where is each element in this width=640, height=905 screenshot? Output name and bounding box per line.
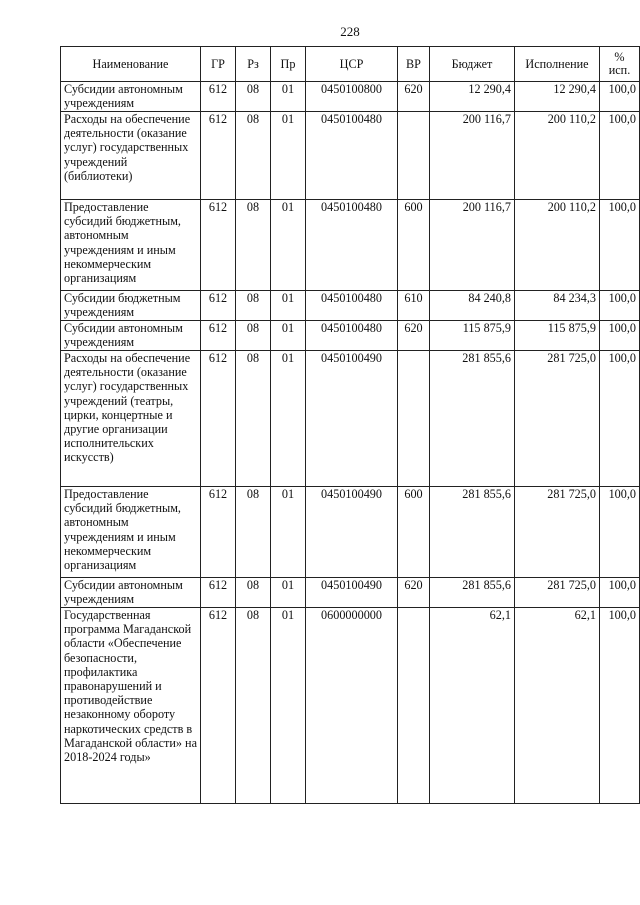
row-percent: 100,0 xyxy=(600,82,640,112)
row-vr: 620 xyxy=(398,321,430,351)
table-header-row xyxy=(61,47,640,82)
row-pr: 01 xyxy=(271,291,306,321)
row-percent: 100,0 xyxy=(600,351,640,487)
row-vr xyxy=(398,112,430,200)
header-rz: Рз xyxy=(236,47,271,82)
header-gr: ГР xyxy=(201,47,236,82)
row-name: Предоставление субсидий бюджетным, автономным учреждениям и иным некоммерческим организациям xyxy=(61,487,201,578)
row-percent: 100,0 xyxy=(600,321,640,351)
row-rz: 08 xyxy=(236,291,271,321)
row-gr: 612 xyxy=(201,351,236,487)
row-vr: 600 xyxy=(398,487,430,578)
row-rz: 08 xyxy=(236,200,271,291)
row-vr: 600 xyxy=(398,200,430,291)
row-gr: 612 xyxy=(201,578,236,608)
row-budget: 281 855,6 xyxy=(430,487,515,578)
row-name: Субсидии автономным учреждениям xyxy=(61,578,201,608)
row-name: Субсидии автономным учреждениям xyxy=(61,321,201,351)
row-csr: 0450100480 xyxy=(306,321,398,351)
row-gr: 612 xyxy=(201,200,236,291)
page-number: 228 xyxy=(340,24,360,39)
row-gr: 612 xyxy=(201,487,236,578)
row-gr: 612 xyxy=(201,112,236,200)
row-gr: 612 xyxy=(201,291,236,321)
row-execution: 281 725,0 xyxy=(515,351,600,487)
header-percent xyxy=(600,47,640,82)
row-name: Субсидии автономным учреждениям xyxy=(61,82,201,112)
table-row xyxy=(61,112,640,200)
row-budget: 281 855,6 xyxy=(430,578,515,608)
row-budget: 62,1 xyxy=(430,608,515,804)
header-name: Наименование xyxy=(61,47,201,82)
table-row xyxy=(61,578,640,608)
row-rz: 08 xyxy=(236,82,271,112)
row-rz: 08 xyxy=(236,321,271,351)
row-gr: 612 xyxy=(201,608,236,804)
row-percent: 100,0 xyxy=(600,578,640,608)
row-gr: 612 xyxy=(201,82,236,112)
row-csr: 0450100480 xyxy=(306,112,398,200)
row-rz: 08 xyxy=(236,578,271,608)
row-vr: 620 xyxy=(398,578,430,608)
row-budget: 200 116,7 xyxy=(430,112,515,200)
row-execution: 115 875,9 xyxy=(515,321,600,351)
table-row xyxy=(61,608,640,804)
row-pr: 01 xyxy=(271,578,306,608)
row-csr: 0450100490 xyxy=(306,487,398,578)
row-rz: 08 xyxy=(236,487,271,578)
row-execution: 84 234,3 xyxy=(515,291,600,321)
row-csr: 0450100490 xyxy=(306,578,398,608)
table-row xyxy=(61,291,640,321)
row-name: Расходы на обеспечение деятельности (оказание услуг) государственных учреждений (театры, цирки, концертные и другие организации исполнительских искусств) xyxy=(61,351,201,487)
row-pr: 01 xyxy=(271,608,306,804)
row-execution: 281 725,0 xyxy=(515,578,600,608)
header-vr: ВР xyxy=(398,47,430,82)
row-pr: 01 xyxy=(271,321,306,351)
row-name: Государственная программа Магаданской области «Обеспечение безопасности, профилактика правонарушений и противодействие незаконному обороту наркотических средств в Магаданской области» на 2018-2024 годы» xyxy=(61,608,201,804)
row-pr: 01 xyxy=(271,112,306,200)
row-percent: 100,0 xyxy=(600,200,640,291)
row-csr: 0450100480 xyxy=(306,291,398,321)
header-csr: ЦСР xyxy=(306,47,398,82)
row-pr: 01 xyxy=(271,351,306,487)
row-budget: 281 855,6 xyxy=(430,351,515,487)
header-pr: Пр xyxy=(271,47,306,82)
row-execution: 200 110,2 xyxy=(515,200,600,291)
budget-table xyxy=(60,46,640,804)
row-percent: 100,0 xyxy=(600,487,640,578)
row-vr xyxy=(398,351,430,487)
row-name: Предоставление субсидий бюджетным, автономным учреждениям и иным некоммерческим организациям xyxy=(61,200,201,291)
table-row xyxy=(61,351,640,487)
row-execution: 200 110,2 xyxy=(515,112,600,200)
row-csr: 0450100480 xyxy=(306,200,398,291)
row-csr: 0450100490 xyxy=(306,351,398,487)
table-row xyxy=(61,82,640,112)
row-percent: 100,0 xyxy=(600,112,640,200)
row-budget: 115 875,9 xyxy=(430,321,515,351)
row-pr: 01 xyxy=(271,487,306,578)
header-percent-label: исп. xyxy=(608,63,631,77)
row-percent: 100,0 xyxy=(600,291,640,321)
row-rz: 08 xyxy=(236,112,271,200)
header-budget: Бюджет xyxy=(430,47,515,82)
row-csr: 0450100800 xyxy=(306,82,398,112)
header-execution: Исполнение xyxy=(515,47,600,82)
row-csr: 0600000000 xyxy=(306,608,398,804)
header-percent-sign: % xyxy=(614,50,625,64)
row-execution: 12 290,4 xyxy=(515,82,600,112)
row-vr: 610 xyxy=(398,291,430,321)
row-vr xyxy=(398,608,430,804)
row-name: Расходы на обеспечение деятельности (оказание услуг) государственных учреждений (библиотеки) xyxy=(61,112,201,200)
table-row xyxy=(61,321,640,351)
row-gr: 612 xyxy=(201,321,236,351)
row-name: Субсидии бюджетным учреждениям xyxy=(61,291,201,321)
row-execution: 62,1 xyxy=(515,608,600,804)
row-budget: 200 116,7 xyxy=(430,200,515,291)
row-pr: 01 xyxy=(271,200,306,291)
row-percent: 100,0 xyxy=(600,608,640,804)
table-row xyxy=(61,487,640,578)
row-budget: 84 240,8 xyxy=(430,291,515,321)
row-vr: 620 xyxy=(398,82,430,112)
row-rz: 08 xyxy=(236,351,271,487)
row-execution: 281 725,0 xyxy=(515,487,600,578)
row-pr: 01 xyxy=(271,82,306,112)
row-rz: 08 xyxy=(236,608,271,804)
table-row xyxy=(61,200,640,291)
row-budget: 12 290,4 xyxy=(430,82,515,112)
